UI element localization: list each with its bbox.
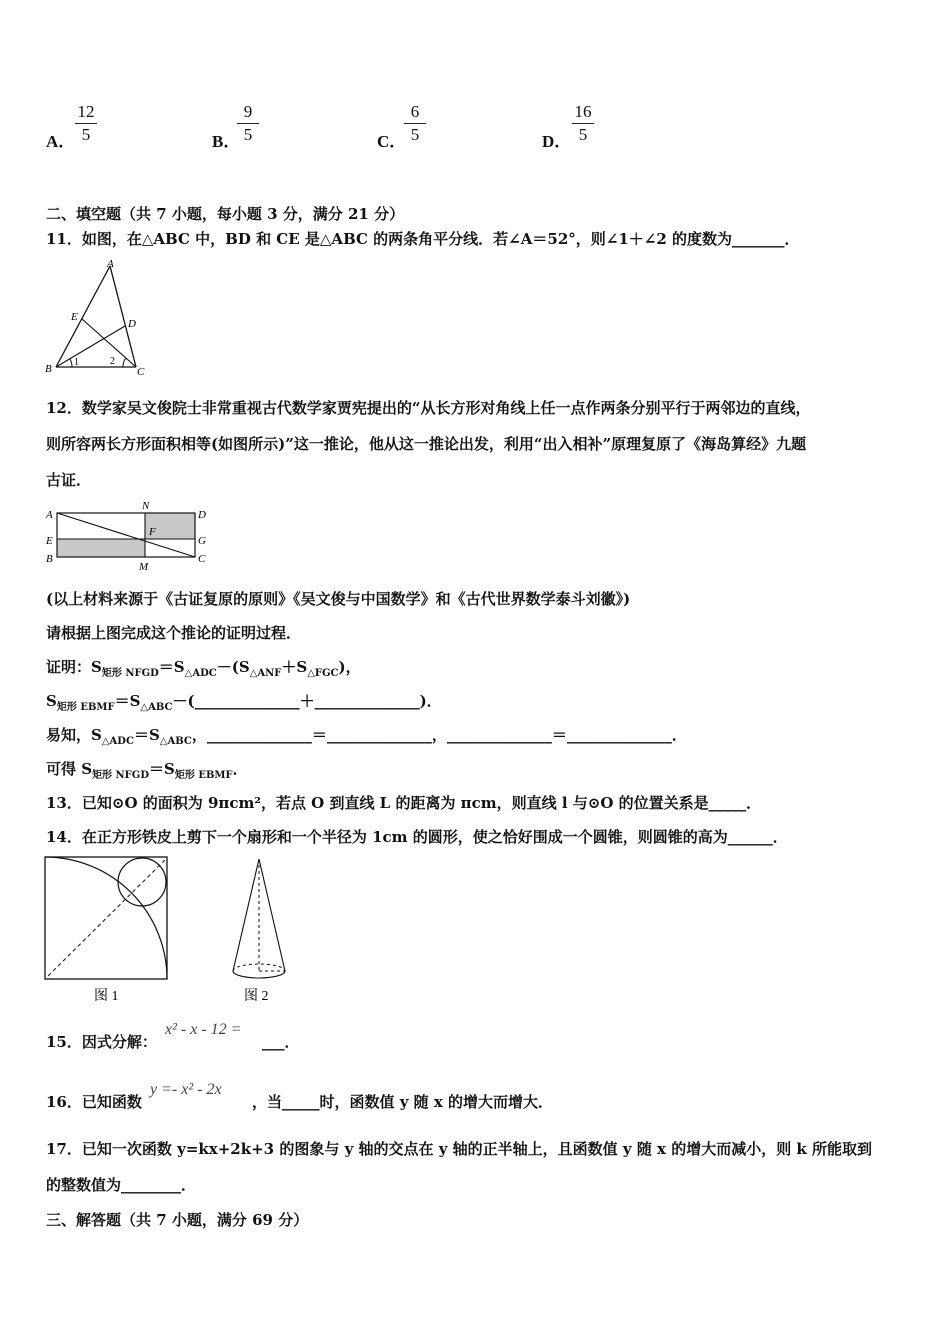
figure-12-rectangle: [44, 500, 214, 572]
fig12-label-g: G: [198, 535, 206, 547]
option-a-denominator: 5: [81, 125, 91, 144]
question-14: 14．在正方形铁皮上剪下一个扇形和一个半径为 1cm 的圆形，使之恰好围成一个圆锥，则圆锥的高为______．: [46, 828, 788, 846]
question-15-answer-blank[interactable]: ___．: [262, 1033, 300, 1051]
question-15-prefix: 15．因式分解：: [46, 1033, 157, 1051]
section3-title: 三、解答题（共 7 小题，满分 69 分）: [46, 1211, 309, 1229]
option-a-letter: A．: [46, 132, 76, 151]
question-12-line-2: 则所容两长方形面积相等(如图所示)”这一推论，他从这一推论出发，利用“出入相补”原理复原了《海岛算经》九题: [46, 435, 807, 453]
fig12-label-d: D: [198, 509, 206, 521]
question-17-line-2: 的整数值为________．: [46, 1176, 197, 1194]
fig11-label-e: E: [71, 311, 78, 323]
option-b-numerator: 9: [243, 102, 253, 121]
fig12-label-a: A: [46, 509, 53, 521]
question-17-line-1: 17．已知一次函数 y=kx+2k+3 的图象与 y 轴的交点在 y 轴的正半轴上，且函数值 y 随 x 的增大而减小，则 k 所能取到: [46, 1140, 873, 1158]
proof-line-2-blanks[interactable]: －(______________＋______________)．: [172, 692, 442, 710]
question-12-line-1: 12．数学家吴文俊院士非常重视古代数学家贾宪提出的“从长方形对角线上任一点作两条分别平行于两邻边的直线，: [46, 399, 811, 417]
fig11-label-d: D: [128, 318, 136, 330]
fig12-label-e: E: [46, 535, 53, 547]
question-16-prefix: 16．已知函数: [46, 1093, 142, 1111]
proof-line-3: 易知，$S_{\triangle ADC}=S_{\triangle ABC}$，______________＝______________，______________＝______________．: [46, 726, 687, 747]
question-16-suffix: ，当_____时，函数值 y 随 x 的增大而增大．: [252, 1093, 554, 1111]
option-d-numerator: 16: [574, 102, 592, 121]
fig11-label-2: 2: [110, 356, 115, 367]
fig14-label-1: 图 1: [94, 989, 119, 1004]
question-15-expression: x² - x - 12 =: [165, 1021, 242, 1038]
fig12-label-c: C: [198, 553, 206, 565]
fig12-label-f: F: [149, 526, 156, 538]
fig14-label-2: 图 2: [244, 989, 269, 1004]
section2-title: 二、填空题（共 7 小题，每小题 3 分，满分 21 分）: [46, 205, 405, 223]
fig14-cone-left: [233, 859, 259, 971]
option-b-letter: B．: [212, 132, 241, 151]
question-12-prompt: 请根据上图完成这个推论的证明过程．: [46, 624, 302, 642]
proof-line-4: 可得 $S_{矩形 NFGD}=S_{矩形 EBMF}$．: [46, 760, 248, 781]
option-c-numerator: 6: [410, 102, 420, 121]
option-a-numerator: 12: [77, 102, 95, 121]
fig14-diagonal: [48, 860, 165, 976]
question-16-function: y =- x² - 2x: [150, 1081, 222, 1098]
fig11-label-b: B: [45, 363, 52, 375]
option-b-fraction: [233, 102, 263, 145]
fig12-label-b: B: [46, 553, 53, 565]
option-d-denominator: 5: [578, 125, 588, 144]
fig11-label-c: C: [137, 366, 145, 377]
fig12-label-n: N: [142, 500, 150, 512]
fig14-cone-right: [259, 859, 285, 971]
question-12-source: (以上材料来源于《古证复原的原则》《吴文俊与中国数学》和《古代世界数学泰斗刘徽》): [46, 590, 631, 608]
option-d-fraction: [568, 102, 598, 145]
figure-11-triangle: [44, 257, 154, 377]
option-b-denominator: 5: [243, 125, 253, 144]
option-a-fraction: [71, 102, 101, 145]
fig12-label-m: M: [139, 561, 149, 572]
question-11: 11．如图，在△ABC 中，BD 和 CE 是△ABC 的两条角平分线．若∠A＝52°，则∠1＋∠2 的度数为_______．: [46, 230, 800, 248]
fig14-small-circle: [118, 858, 166, 906]
fig11-label-1: 1: [74, 357, 79, 368]
proof-line-1: 证明：$S_{矩形 NFGD}=S_{\triangle ADC}-(S_{\triangle ANF}+S_{\triangle FGC})$，: [46, 658, 361, 679]
fig11-label-a: A: [107, 258, 114, 270]
question-12-line-3: 古证．: [46, 471, 92, 489]
figure-14: [44, 855, 294, 1007]
proof-line-3-blanks[interactable]: ，______________＝______________，______________＝______________．: [191, 726, 687, 744]
option-d-letter: D．: [542, 132, 572, 151]
option-c-denominator: 5: [410, 125, 420, 144]
proof-line-2: $S_{矩形 EBMF}=S_{\triangle ABC}-(\_\_\_\_\_\_\_\_\_\_\_\_\_\_+\_\_\_\_\_\_\_\_\_\_\_\_\_\_)$．: [46, 692, 442, 713]
option-c-fraction: [400, 102, 430, 145]
question-13: 13．已知⊙O 的面积为 9πcm²，若点 O 到直线 L 的距离为 πcm，则直线 l 与⊙O 的位置关系是_____．: [46, 794, 762, 812]
option-c-letter: C．: [377, 132, 407, 151]
